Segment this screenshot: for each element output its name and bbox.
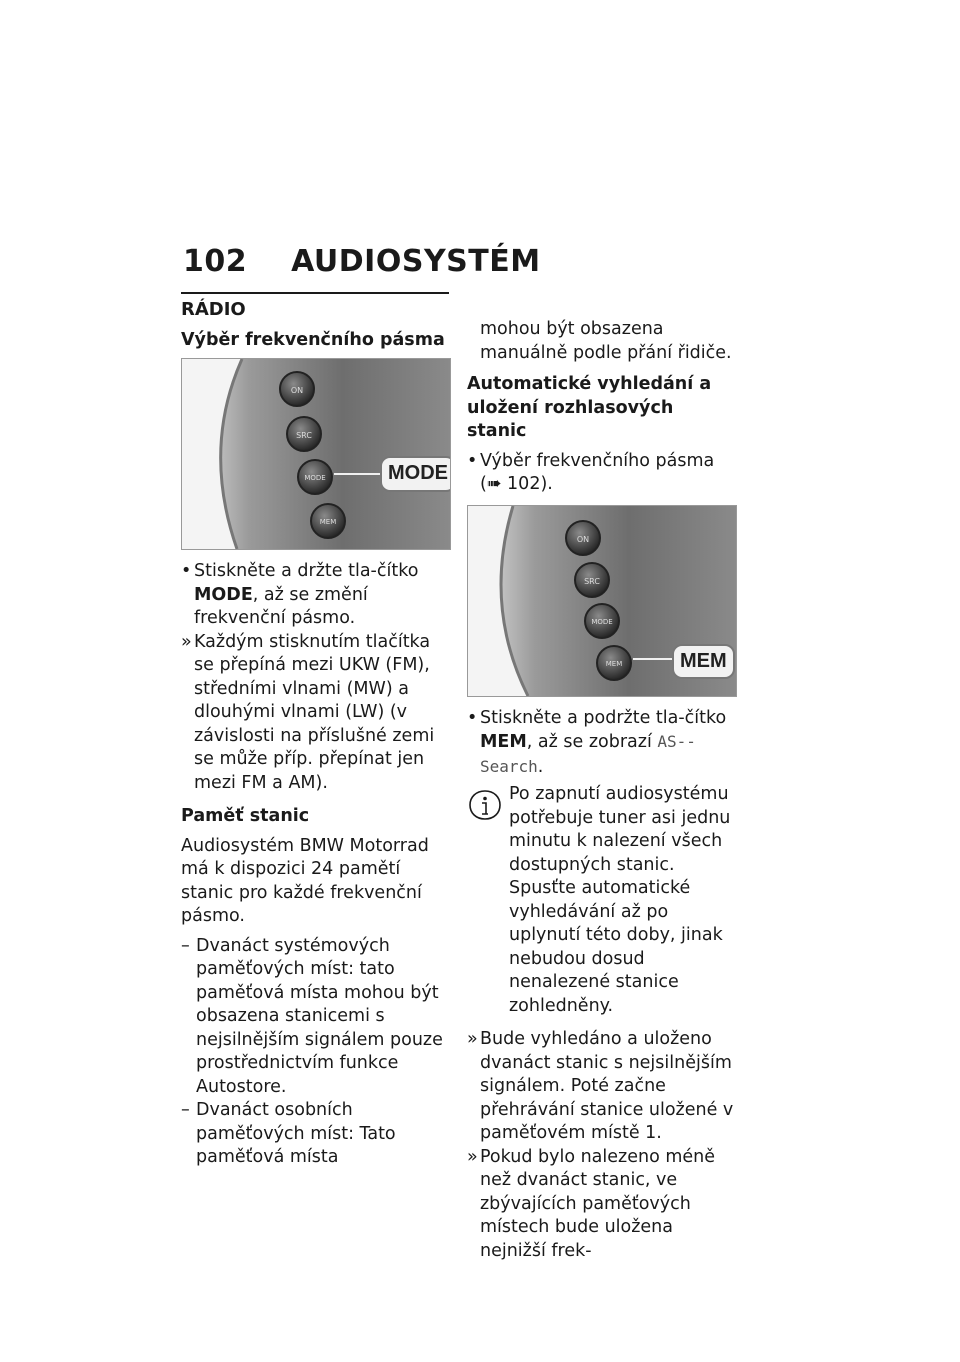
svg-text:ON: ON [576,534,590,544]
callout-mode: MODE [380,456,451,492]
info-icon [467,789,503,831]
button-src [287,417,321,451]
page-number: 102 [183,244,248,279]
result-band-switch: » Každým stisknutím tlačítka se přepíná mezi UKW (FM), středními vlnami (MW) a dlouhými vlnami (LW) (v závislosti na příslušné zemi se může příp. přepínat jen mezi FM a AM). [181,631,449,796]
result-fewer-stations: » Pokud bylo nalezeno méně než dvanáct stanic, ve zbývajících paměťových místech bude uložena nejnižší frek- [467,1146,735,1264]
subheading-auto-search: Automatické vyhledání a uložení rozhlasových stanic [467,374,712,441]
dash-mark: – [181,1100,190,1120]
section-title: RÁDIO [181,299,246,320]
dash-mark: – [181,935,190,956]
section-rule [181,292,449,294]
svg-text:MODE: MODE [591,617,613,626]
control-panel-illustration [182,359,450,549]
display-text-as-search: AS--Search [480,732,696,776]
subheading-band-selection: Výběr frekvenčního pásma [181,329,445,350]
svg-text:SRC: SRC [584,576,600,586]
button-mode [298,460,332,494]
left-column [181,292,449,1170]
info-text: Po zapnutí audiosystému potřebuje tuner asi jednu minutu k nalezení všech dostupných stanic. Spusťte automatické vyhledávání až po uplynutí této doby, jinak nebudou dosud nenalezené stanice zohledněny. [509,784,731,1016]
svg-text:MODE: MODE [304,474,326,482]
dash-item-personal-memory: – Dvanáct osobních paměťových míst: Tato paměťová místa [181,1099,449,1170]
instruction-press-mode: • Stiskněte a držte tla-čítko MODE, až se změní frekvenční pásmo. [181,560,449,631]
bullet-mark: • [181,561,192,581]
result-stations-stored: » Bude vyhledáno a uloženo dvanáct stanic s nejsilnějším signálem. Poté začne přehrávání stanice uložené v paměťovém místě 1. [467,1028,735,1146]
result-mark: » [467,1146,478,1167]
button-mode [585,604,619,638]
svg-text:ON: ON [290,386,304,395]
photo-mode-button [181,358,451,550]
dash-item-system-memory: – Dvanáct systémových paměťových míst: tato paměťová místa mohou být obsazena stanicemi s nejsilnějším signálem pouze prostřednictvím funkce Autostore. [181,935,449,1100]
button-mem [597,646,631,680]
bullet-mark: • [467,450,478,471]
info-note [467,783,735,1018]
right-column [467,318,735,1263]
button-name-mem: MEM [480,732,527,752]
chapter-title: AUDIOSYSTÉM [291,244,541,279]
callout-mem: MEM [672,644,735,680]
button-src [575,563,609,597]
result-mark: » [467,1029,478,1049]
bullet-mark: • [467,707,478,728]
svg-text:MEM: MEM [605,659,623,668]
page-header [183,244,541,279]
continued-text: mohou být obsazena manuálně podle přání řidiče. [480,319,732,363]
button-mem [311,504,345,538]
button-name-mode: MODE [194,584,253,605]
svg-text:MEM: MEM [319,518,337,526]
result-mark: » [181,631,192,652]
page-reference: (➠ 102). [480,474,553,494]
svg-text:SRC: SRC [296,431,312,440]
instruction-select-band: • Výběr frekvenčního pásma (➠ 102). [467,450,735,497]
button-on [566,521,600,555]
button-on [280,372,314,406]
photo-mem-button [467,505,737,697]
instruction-press-mem: • Stiskněte a podržte tla-čítko MEM, až se zobrazí AS--Search. [467,707,735,780]
paragraph-memory: Audiosystém BMW Motorrad má k dispozici 24 pamětí stanic pro každé frekvenční pásmo. [181,835,429,926]
subheading-station-memory: Paměť stanic [181,806,310,826]
